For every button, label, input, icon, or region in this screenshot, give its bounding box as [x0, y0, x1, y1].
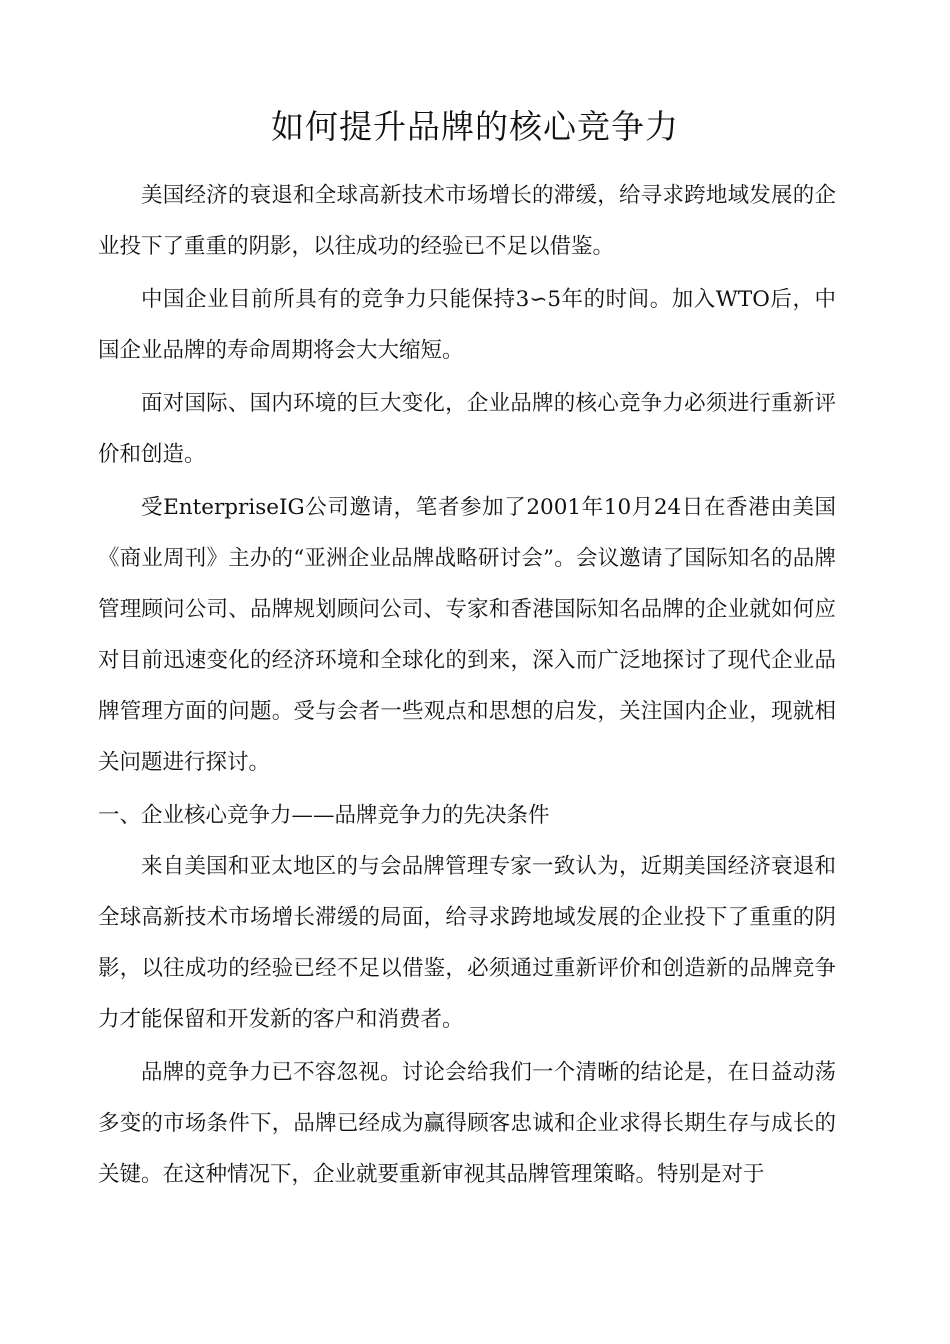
paragraph-4: 受EnterpriseIG公司邀请，笔者参加了2001年10月24日在香港由美国《商业周刊》主办的“亚洲企业品牌战略研讨会”。会议邀请了国际知名的品牌管理顾问公司、品牌规划顾问公司、专家和香港国际知名品牌的企业就如何应对目前迅速变化的经济环境和全球化的到来，深入而广泛地探讨了现代企业品牌管理方面的问题。受与会者一些观点和思想的启发，关注国内企业，现就相关问题进行探讨。 [98, 495, 836, 775]
section-paragraph-2: 品牌的竞争力已不容忽视。讨论会给我们一个清晰的结论是，在日益动荡多变的市场条件下，品牌已经成为赢得顾客忠诚和企业求得长期生存与成长的关键。在这种情况下，企业就要重新审视其品牌管理策略。特别是对于 [98, 1060, 836, 1187]
paragraph-2: 中国企业目前所具有的竞争力只能保持3∽5年的时间。加入WTO后，中国企业品牌的寿命周期将会大大缩短。 [98, 287, 836, 363]
paragraph-3: 面对国际、国内环境的巨大变化，企业品牌的核心竞争力必须进行重新评价和创造。 [98, 391, 836, 467]
paragraph-1: 美国经济的衰退和全球高新技术市场增长的滞缓，给寻求跨地域发展的企业投下了重重的阴影，以往成功的经验已不足以借鉴。 [98, 183, 836, 259]
document-body [98, 170, 836, 1202]
document-title: 如何提升品牌的核心竞争力 [271, 107, 679, 146]
section-heading: 一、企业核心竞争力——品牌竞争力的先决条件 [98, 803, 550, 828]
section-paragraph-1: 来自美国和亚太地区的与会品牌管理专家一致认为，近期美国经济衰退和全球高新技术市场增长滞缓的局面，给寻求跨地域发展的企业投下了重重的阴影，以往成功的经验已经不足以借鉴，必须通过重新评价和创造新的品牌竞争力才能保留和开发新的客户和消费者。 [98, 854, 836, 1032]
